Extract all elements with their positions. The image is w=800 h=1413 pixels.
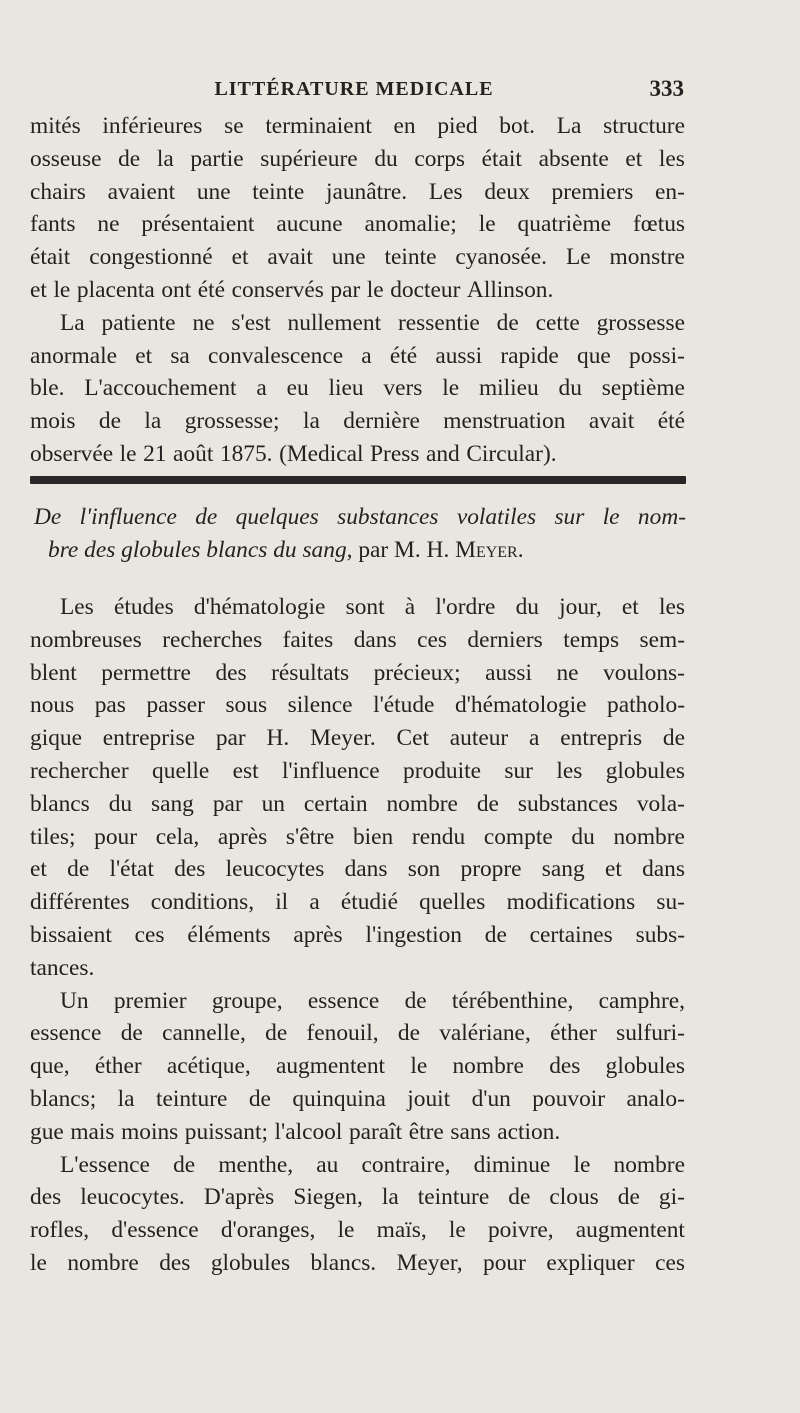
text-line: mois de la grossesse; la dernière menstruation avait été xyxy=(30,408,685,435)
text-line: ble. L'accouchement a eu lieu vers le milieu du septième xyxy=(30,375,685,402)
text-line: tances. xyxy=(30,954,95,981)
text-line: que, éther acétique, augmentent le nombre des globules xyxy=(30,1053,685,1080)
paragraph-1 xyxy=(30,110,685,307)
article-body xyxy=(30,590,685,1279)
text-line: le nombre des globules blancs. Meyer, pour expliquer ces xyxy=(30,1249,685,1276)
text-line: observée le 21 août 1875. (Medical Press and Circular). xyxy=(30,440,557,467)
text-line: mités inférieures se terminaient en pied bot. La structure xyxy=(30,113,685,139)
article-title xyxy=(34,500,686,567)
title-line-italic: bre des globules blancs du sang, xyxy=(48,536,353,563)
text-line: rofles, d'essence d'oranges, le maïs, le poivre, augmentent xyxy=(30,1217,685,1244)
running-title: LITTÉRATURE MEDICALE xyxy=(214,78,494,100)
text-line: fants ne présentaient aucune anomalie; le quatrième fœtus xyxy=(30,211,685,238)
text-line: Un premier groupe, essence de térébenthine, camphre, xyxy=(60,987,685,1014)
text-line: tiles; pour cela, après s'être bien rendu compte du nombre xyxy=(30,823,685,850)
page-number: 333 xyxy=(649,76,684,101)
text-line: blent permettre des résultats précieux; aussi ne voulons- xyxy=(30,659,685,686)
text-line: rechercher quelle est l'influence produite sur les globules xyxy=(30,757,685,784)
text-line: des leucocytes. D'après Siegen, la teinture de clous de gi- xyxy=(30,1184,685,1211)
text-line: anormale et sa convalescence a été aussi rapide que possi- xyxy=(30,342,685,369)
text-line: blancs du sang par un certain nombre de substances vola- xyxy=(30,790,685,817)
paragraph-2 xyxy=(30,307,685,471)
text-line: et de l'état des leucocytes dans son propre sang et dans xyxy=(30,856,685,883)
text-line: osseuse de la partie supérieure du corps était absente et les xyxy=(30,145,685,172)
text-line: L'essence de menthe, au contraire, diminue le nombre xyxy=(60,1151,685,1178)
text-line: nombreuses recherches faites dans ces derniers temps sem- xyxy=(30,626,685,653)
text-line: La patiente ne s'est nullement ressentie de cette grossesse xyxy=(60,309,685,336)
continued-text xyxy=(30,110,685,471)
text-line: gique entreprise par H. Meyer. Cet auteur a entrepris de xyxy=(30,725,685,752)
text-line: blancs; la teinture de quinquina jouit d'un pouvoir analo- xyxy=(30,1085,685,1112)
text-line: gue mais moins puissant; l'alcool paraît être sans action. xyxy=(30,1118,561,1145)
text-line: nous pas passer sous silence l'étude d'hématologie patholo- xyxy=(30,692,685,719)
paragraph-5 xyxy=(30,1148,685,1279)
text-line: Les études d'hématologie sont à l'ordre du jour, et les xyxy=(60,594,685,620)
page-header xyxy=(24,76,684,106)
author-name: Meyer. xyxy=(455,536,524,563)
text-line: et le placenta ont été conservés par le docteur Allinson. xyxy=(30,276,554,303)
text-line: bissaient ces éléments après l'ingestion de certaines subs- xyxy=(30,921,685,948)
text-line: chairs avaient une teinte jaunâtre. Les deux premiers en- xyxy=(30,178,685,205)
section-divider xyxy=(30,476,686,484)
paragraph-3 xyxy=(30,590,685,984)
text-line: était congestionné et avait une teinte cyanosée. Le monstre xyxy=(30,244,685,271)
title-line: De l'influence de quelques substances volatiles sur le nom- xyxy=(34,504,686,530)
text-line: différentes conditions, il a étudié quelles modifications su- xyxy=(30,889,685,916)
title-line-2 xyxy=(34,533,686,567)
byline: par M. H. xyxy=(352,536,456,563)
text-line: essence de cannelle, de fenouil, de valériane, éther sulfuri- xyxy=(30,1020,685,1047)
paragraph-4 xyxy=(30,984,685,1148)
